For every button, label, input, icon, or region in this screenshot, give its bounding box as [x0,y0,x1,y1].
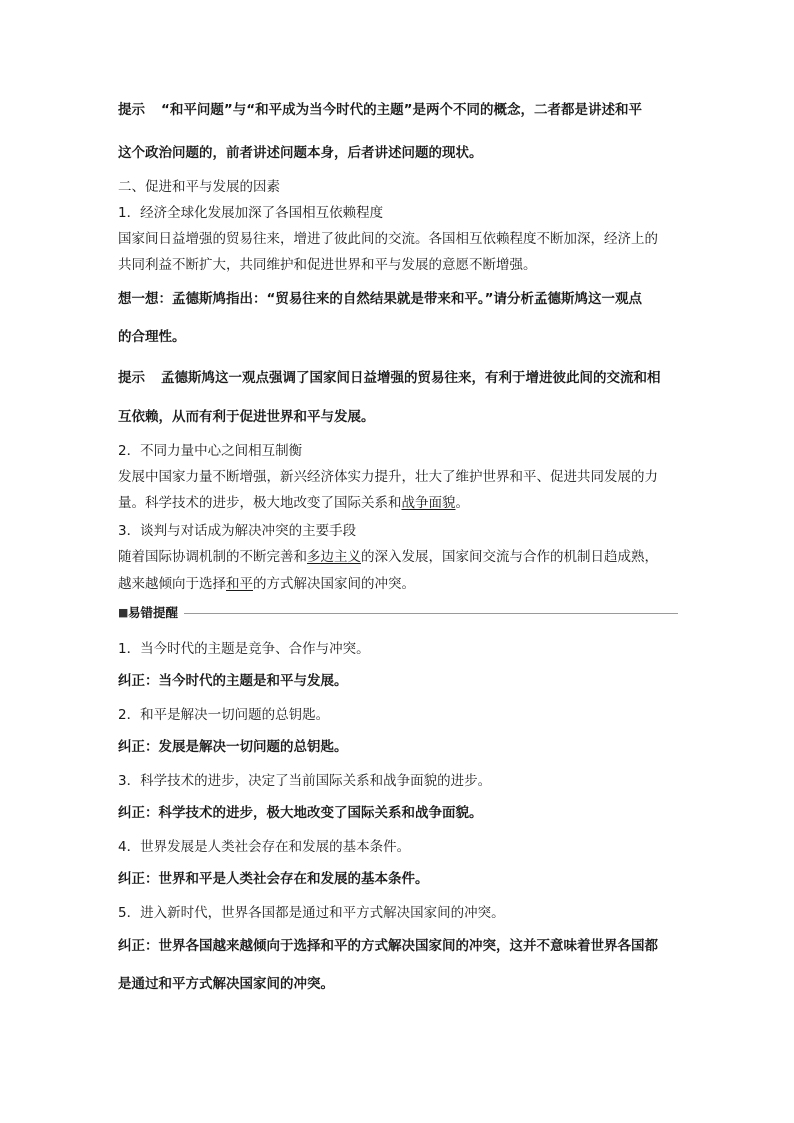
item-1-line-2: 共同利益不断扩大，共同维护和促进世界和平与发展的意愿不断增强。 [118,257,537,273]
mistake-1-statement: 1．当今时代的主题是竞争、合作与冲突。 [118,641,370,657]
hint-1-label: 提示 [118,102,145,118]
mistake-3-correction: 纠正：科学技术的进步，极大地改变了国际关系和战争面貌。 [118,805,483,821]
underlined-war-aspect: 战争面貌 [401,495,456,511]
mistake-1-correction: 纠正：当今时代的主题是和平与发展。 [118,673,348,689]
mistake-2-correction: 纠正：发展是解决一切问题的总钥匙。 [118,739,348,755]
item-3-line-1-before: 随着国际协调机制的不断完善和 [118,549,307,565]
item-1-line-1: 国家间日益增强的贸易往来，增进了彼此间的交流。各国相互依赖程度不断加深，经济上的 [118,231,658,247]
hint-1-text-1: “和平问题”与“和平成为当今时代的主题”是两个不同的概念，二者都是讲述和平 [161,102,642,118]
item-2-title: 2．不同力量中心之间相互制衡 [118,443,303,459]
item-2-line-2 [118,494,678,512]
item-2-line-1: 发展中国家力量不断增强，新兴经济体实力提升，壮大了维护世界和平、促进共同发展的力 [118,469,658,485]
think-line-2: 的合理性。 [118,329,186,345]
hint-2-label: 提示 [118,370,145,386]
hint-2-text-1: 孟德斯鸠这一观点强调了国家间日益增强的贸易往来，有利于增进彼此间的交流和相 [161,370,661,386]
item-3-line-2 [118,575,678,593]
underlined-multilateralism: 多边主义 [307,549,361,565]
mistake-2-statement: 2．和平是解决一切问题的总钥匙。 [118,707,330,723]
mistake-5-correction: 纠正：世界各国越来越倾向于选择和平的方式解决国家间的冲突，这并不意味着世界各国都 [118,938,658,954]
item-1-title: 1．经济全球化发展加深了各国相互依赖程度 [118,205,384,221]
divider-rule [184,613,678,614]
item-3-line-1 [118,548,678,566]
mistake-4-statement: 4．世界发展是人类社会存在和发展的基本条件。 [118,839,411,855]
item-3-line-2-after: 的方式解决国家间的冲突。 [253,576,415,592]
mistake-5-statement: 5．进入新时代，世界各国都是通过和平方式解决国家间的冲突。 [118,905,505,921]
mistake-5-correction-line-2: 是通过和平方式解决国家间的冲突。 [118,976,334,992]
item-3-title: 3．谈判与对话成为解决冲突的主要手段 [118,523,357,539]
hint-1-line-2: 这个政治问题的，前者讲述问题本身，后者讲述问题的现状。 [118,145,483,161]
hint-2-line-1 [118,369,678,387]
section-2-heading: 二、促进和平与发展的因素 [118,179,280,195]
item-2-line-2-after: 。 [455,495,469,511]
mistake-3-statement: 3．科学技术的进步，决定了当前国际关系和战争面貌的进步。 [118,773,492,789]
square-bullet-icon: ■ [118,606,129,619]
item-3-line-1-after: 的深入发展，国家间交流与合作的机制日趋成熟， [361,549,658,565]
mistake-4-correction: 纠正：世界和平是人类社会存在和发展的基本条件。 [118,871,429,887]
think-line-1: 想一想：孟德斯鸠指出：“贸易往来的自然结果就是带来和平。”请分析孟德斯鸠这一观点 [118,291,642,307]
mistakes-title: 易错提醒 [128,605,179,620]
underlined-peace: 和平 [226,576,253,592]
item-3-line-2-before: 越来越倾向于选择 [118,576,226,592]
hint-2-line-2: 互依赖，从而有利于促进世界和平与发展。 [118,409,375,425]
item-2-line-2-before: 量。科学技术的进步，极大地改变了国际关系和 [118,495,402,511]
hint-1-line-1 [118,101,678,119]
mistakes-divider [118,605,678,621]
